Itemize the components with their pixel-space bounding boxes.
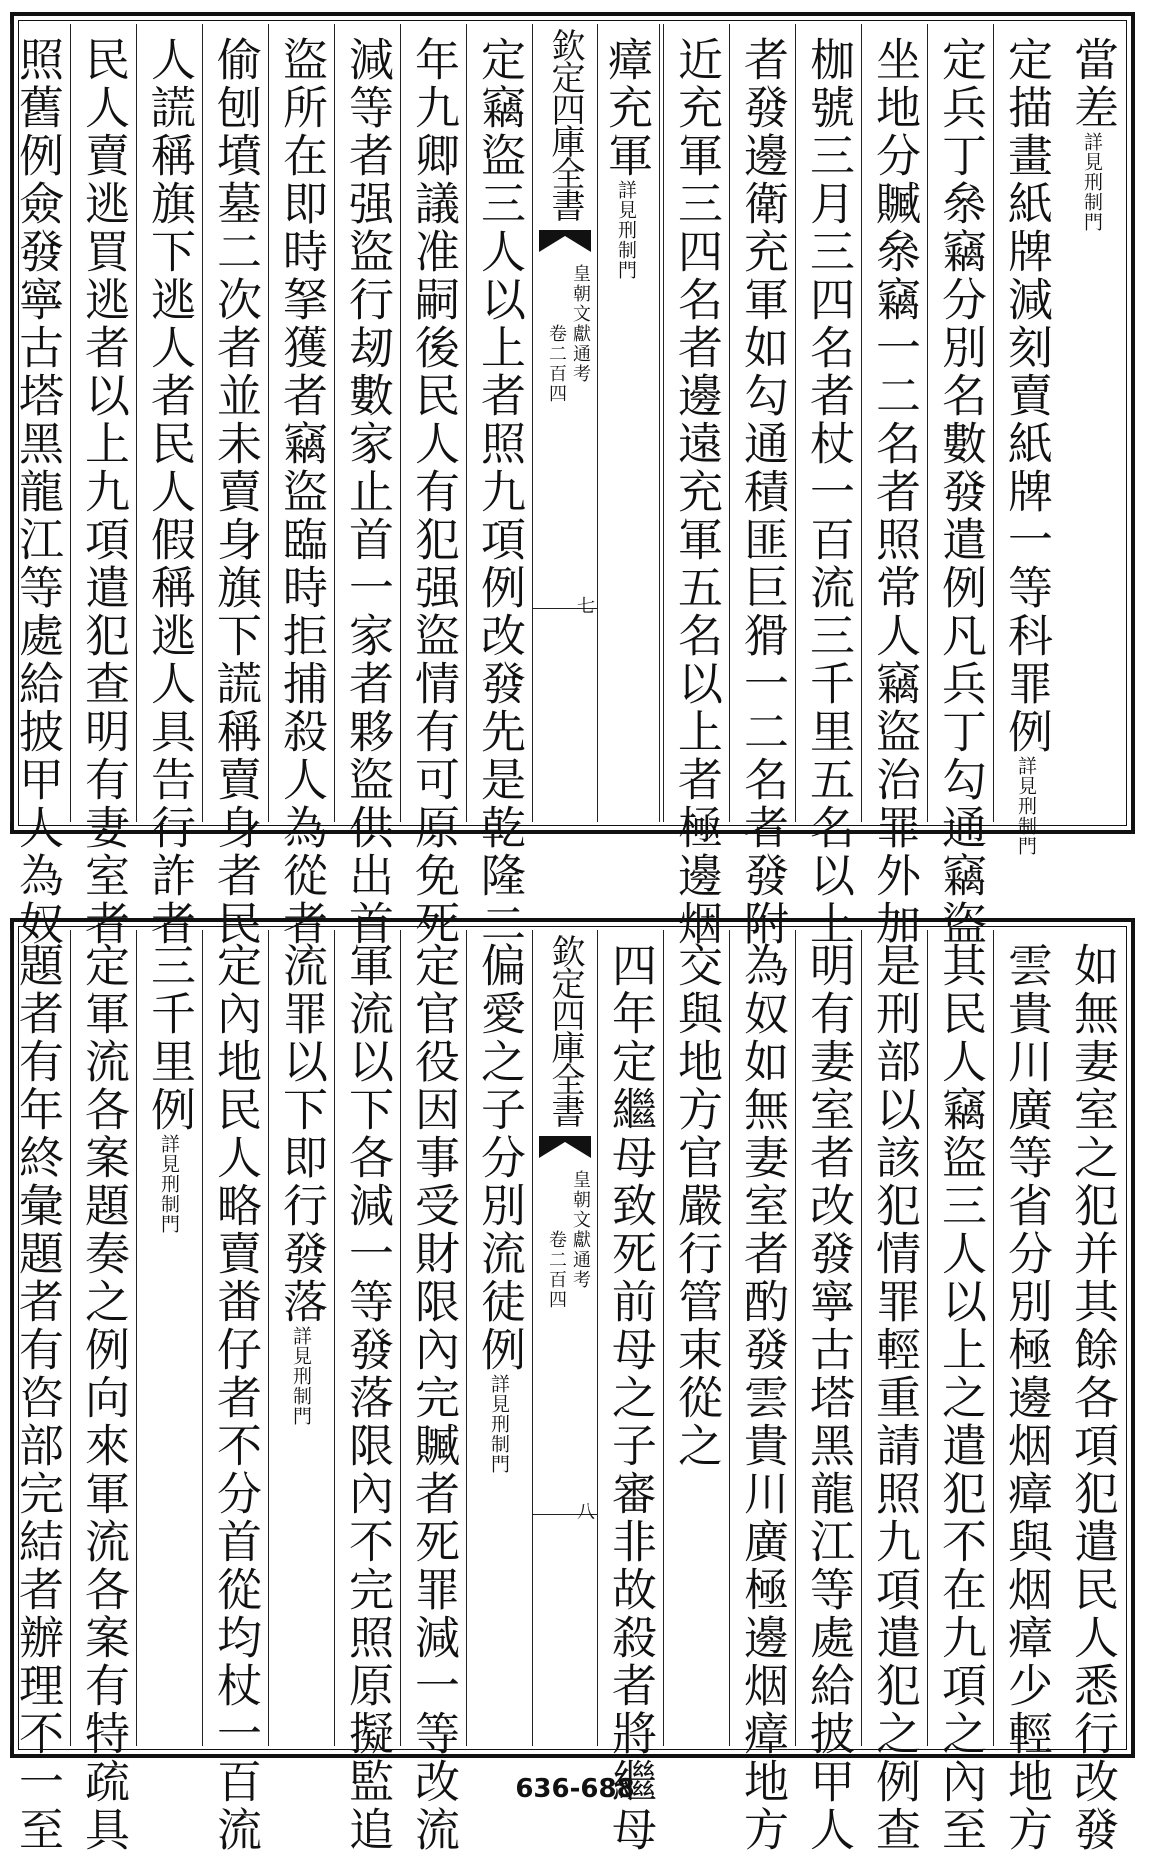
text-column: 照舊例僉發寧古塔黑龍江等處給披甲人為奴 — [10, 24, 70, 822]
source-title: 皇朝文獻通考 — [570, 264, 591, 384]
text-column: 明有妻室者改發寧古塔黑龍江等處給披甲人 — [795, 930, 861, 1746]
volume-label: 卷二百四 — [546, 1230, 567, 1310]
text-column: 三千里例詳見刑制門 — [136, 930, 202, 1746]
text-column: 枷號三月三四名者杖一百流三千里五名以上 — [795, 24, 861, 822]
text-column: 定內地民人略賣畨仔者不分首從均杖一百流 — [202, 930, 268, 1746]
source-title: 皇朝文獻通考 — [570, 1170, 591, 1290]
text-column: 盜所在即時拏獲者竊盜臨時拒捕殺人為從者 — [268, 24, 334, 822]
text-column: 瘴充軍詳見刑制門 — [600, 36, 653, 280]
fish-tail-mark — [539, 1136, 591, 1158]
divider — [659, 24, 660, 822]
text-column: 偷刨墳墓二次者並未賣身旗下謊稱賣身者民 — [202, 24, 268, 822]
text-column: 減等者强盜行刼數家止首一家者夥盜供出首 — [334, 24, 400, 822]
text-column: 軍流以下各減一等發落限內不完照原擬監追 — [334, 930, 400, 1746]
text-column: 是刑部以該犯情罪輕重請照九項遣犯之例查 — [861, 930, 927, 1746]
text-column: 坐地分贓㕘竊一二名者照常人竊盜治罪外加 — [861, 24, 927, 822]
book-title: 欽定四庫全書 — [545, 934, 585, 1126]
page-number: 636-688 — [515, 1774, 635, 1804]
text-column: 民人賣逃買逃者以上九項遣犯查明有妻室者 — [70, 24, 136, 822]
text-column: 交與地方官嚴行管束從之 — [663, 930, 729, 1746]
text-column: 定竊盜三人以上者照九項例改發先是乾隆二 — [466, 24, 532, 822]
text-column: 定兵丁㕘竊分別名數發遣例凡兵丁勾通竊盜 — [927, 24, 993, 822]
text-column: 人謊稱旗下逃人者民人假稱逃人具告行詐者 — [136, 24, 202, 822]
folio-number: 七 — [574, 596, 595, 614]
center-gutter — [532, 24, 598, 822]
text-column: 為奴如無妻室者酌發雲貴川廣極邊烟瘴地方 — [729, 930, 795, 1746]
center-gutter — [532, 930, 598, 1746]
text-column: 如無妻室之犯并其餘各項犯遣民人悉行改發 — [1066, 942, 1119, 1854]
text-column: 四年定繼母致死前母之子審非故殺者將繼母 — [597, 930, 663, 1746]
text-column: 當差詳見刑制門 — [1066, 36, 1119, 232]
text-column: 其民人竊盜三人以上之遣犯不在九項之內至 — [927, 930, 993, 1746]
text-column: 偏愛之子分別流徒例詳見刑制門 — [466, 930, 532, 1746]
text-column: 題者有年終彙題者有咨部完結者辦理不一至 — [10, 930, 70, 1746]
text-column: 定描畫紙牌減刻賣紙牌一等科罪例詳見刑制門 — [993, 24, 1059, 822]
text-column: 年九卿議准嗣後民人有犯强盜情有可原免死 — [400, 24, 466, 822]
upper-page — [10, 12, 1135, 948]
upper-columns — [11, 24, 1123, 948]
text-column: 雲貴川廣等省分別極邊烟瘴與烟瘴少輕地方 — [993, 930, 1059, 1746]
text-column: 定軍流各案題奏之例向來軍流各案有特疏具 — [70, 930, 136, 1746]
volume-label: 卷二百四 — [546, 324, 567, 404]
text-column: 流罪以下即行發落詳見刑制門 — [268, 930, 334, 1746]
text-column: 定官役因事受財限內完贓者死罪減一等改流 — [400, 930, 466, 1746]
text-column: 近充軍三四名者邊遠充軍五名以上者極邊烟 — [663, 24, 729, 822]
folio-number: 八 — [574, 1502, 595, 1520]
fish-tail-mark — [539, 230, 591, 252]
text-column: 者發邊衛充軍如勾通積匪巨猾一二名者發附 — [729, 24, 795, 822]
book-title: 欽定四庫全書 — [545, 28, 585, 220]
